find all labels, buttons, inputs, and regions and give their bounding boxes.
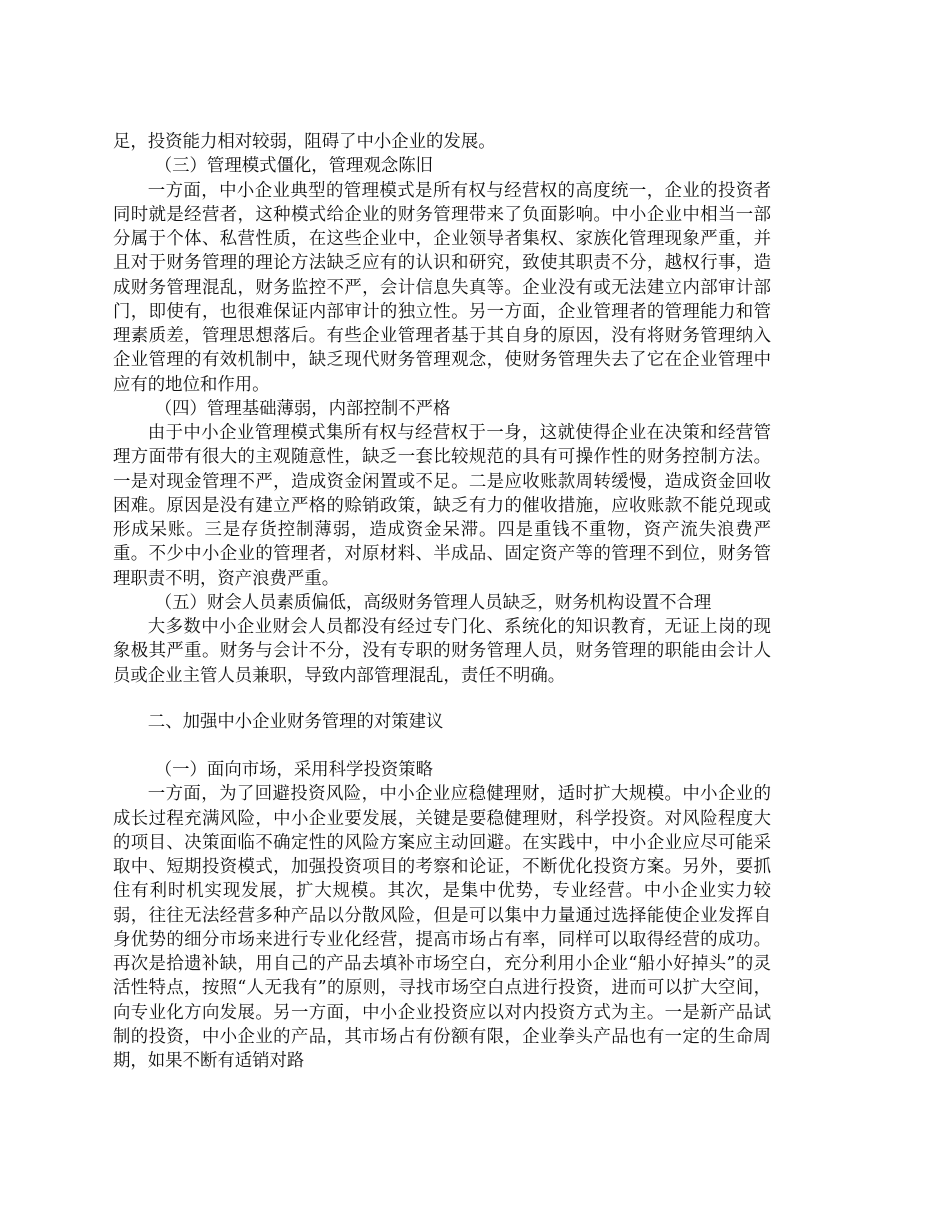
subheading-4: （四）管理基础薄弱，内部控制不严格 xyxy=(154,398,451,419)
section-heading-2: 二、加强中小企业财务管理的对策建议 xyxy=(147,711,444,732)
paragraph-investment-strategy: 一方面，为了回避投资风险，中小企业应稳健理财，适时扩大规模。中小企业的成长过程充满风险，中小企业要发展，关键是要稳健理财，科学投资。对风险程度大的项目、决策面临不确定性的风险方案应主动回避。在实践中，中小企业应尽可能采取中、短期投资模式，加强投资项目的考察和论证，不断优化投资方案。另外，要抓住有利时机实现发展，扩大规模。其次，是集中优势，专业经营。中小企业实力较弱，往往无法经营多种产品以分散风险，但是可以集中力量通过选择能使企业发挥自身优势的细分市场来进行专业化经营，提高市场占有率，同样可以取得经营的成功。再次是拾遗补缺，用自己的产品去填补市场空白，充分利用小企业“船小好掉头”的灵活性特点，按照“人无我有”的原则，寻找市场空白点进行投资，进而可以扩大空间，向专业化方向发展。另一方面，中小企业投资应以对内投资方式为主。一是新产品试制的投资，中小企业的产品，其市场占有份额有限，企业拳头产品也有一定的生命周期，如果不断有适销对路 xyxy=(113,784,771,1071)
paragraph-staff-quality: 大多数中小企业财会人员都没有经过专门化、系统化的知识教育，无证上岗的现象极其严重。财务与会计不分，没有专职的财务管理人员，财务管理的职能由会计人员或企业主管人员兼职，导致内部管理混乱，责任不明确。 xyxy=(113,617,771,686)
subheading-1: （一）面向市场，采用科学投资策略 xyxy=(154,760,434,780)
subheading-3: （三）管理模式僵化，管理观念陈旧 xyxy=(154,156,434,177)
subheading-5: （五）财会人员素质偏低，高级财务管理人员缺乏，财务机构设置不合理 xyxy=(154,592,712,613)
paragraph-continuation: 足，投资能力相对较弱，阻碍了中小企业的发展。 xyxy=(113,132,496,152)
paragraph-management-mode: 一方面，中小企业典型的管理模式是所有权与经营权的高度统一，企业的投资者同时就是经营者，这种模式给企业的财务管理带来了负面影响。中小企业中相当一部分属于个体、私营性质，在这些企业中，企业领导者集权、家族化管理现象严重，并且对于财务管理的理论方法缺乏应有的认识和研究，致使其职责不分，越权行事，造成财务管理混乱，财务监控不严，会计信息失真等。企业没有或无法建立内部审计部门，即使有，也很难保证内部审计的独立性。另一方面，企业管理者的管理能力和管理素质差，管理思想落后。有些企业管理者基于其自身的原因，没有将财务管理纳入企业管理的有效机制中，缺乏现代财务管理观念，使财务管理失去了它在企业管理中应有的地位和作用。 xyxy=(113,180,771,395)
paragraph-internal-control: 由于中小企业管理模式集所有权与经营权于一身，这就使得企业在决策和经营管理方面带有很大的主观随意性，缺乏一套比较规范的具有可操作性的财务控制方法。一是对现金管理不严，造成资金闲置或不足。二是应收账款周转缓慢，造成资金回收困难。原因是没有建立严格的赊销政策，缺乏有力的催收措施，应收账款不能兑现或形成呆账。三是存货控制薄弱，造成资金呆滞。四是重钱不重物，资产流失浪费严重。不少中小企业的管理者，对原材料、半成品、固定资产等的管理不到位，财务管理职责不明，资产浪费严重。 xyxy=(113,423,771,589)
document-body xyxy=(113,130,771,1073)
